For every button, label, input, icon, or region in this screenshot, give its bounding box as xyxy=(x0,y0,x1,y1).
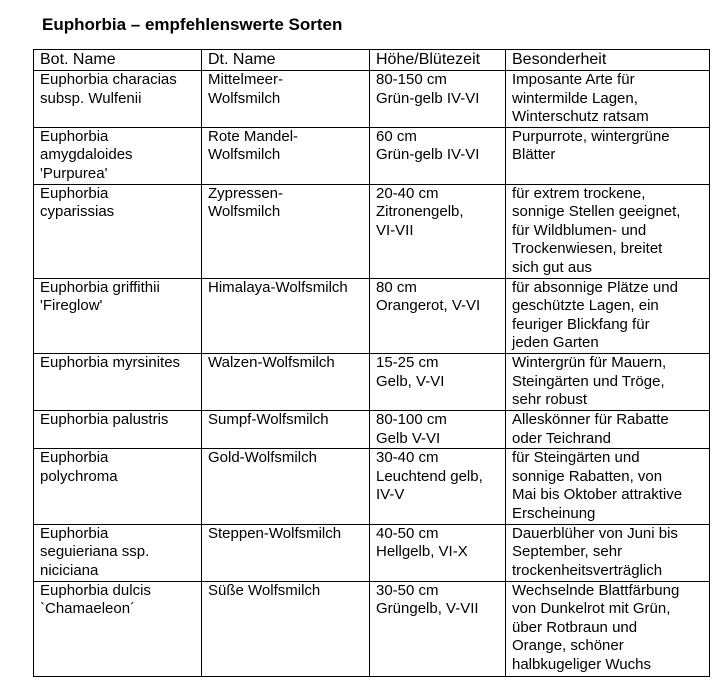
cell-dt-name xyxy=(202,581,370,676)
header-dt-name: Dt. Name xyxy=(202,50,370,71)
cell-line: amygdaloides xyxy=(40,146,133,164)
cell-dt-name xyxy=(202,449,370,524)
cell-line: Alleskönner für Rabatte xyxy=(512,410,669,428)
cell-dt-name xyxy=(202,524,370,581)
cell-line: Trockenwiesen, breitet xyxy=(512,240,663,258)
cell-line: Imposante Arte für xyxy=(512,71,635,88)
cell-dt-name xyxy=(202,410,370,448)
cell-dt-name xyxy=(202,127,370,184)
table-row xyxy=(34,581,710,676)
cell-line: von Dunkelrot mit Grün, xyxy=(512,600,671,618)
cell-line: Blätter xyxy=(512,146,556,164)
table-row xyxy=(34,449,710,524)
cell-line: Euphorbia xyxy=(40,127,109,145)
cell-line: 80 cm xyxy=(376,278,417,296)
cell-line: polychroma xyxy=(40,467,118,485)
cell-line: Erscheinung xyxy=(512,504,596,522)
cell-line: Sumpf-Wolfsmilch xyxy=(208,410,329,428)
cell-line: September, sehr xyxy=(512,543,623,561)
cell-line: trockenheitsverträglich xyxy=(512,561,663,579)
cell-bot-name xyxy=(34,410,202,448)
table-row xyxy=(34,278,710,353)
cell-line: VI-VII xyxy=(376,221,414,239)
cell-line: über Rotbraun und xyxy=(512,618,638,636)
cell-line: Wolfsmilch xyxy=(208,146,281,164)
cell-line: Steppen-Wolfsmilch xyxy=(208,524,342,542)
cell-line: für Steingärten und xyxy=(512,449,640,467)
cell-line: geschützte Lagen, ein xyxy=(512,297,659,315)
varieties-table xyxy=(33,49,710,677)
cell-line: Himalaya-Wolfsmilch xyxy=(208,278,348,296)
cell-line: `Chamaeleon´ xyxy=(40,600,136,618)
cell-line: sonnige Rabatten, von xyxy=(512,467,663,485)
cell-line: jeden Garten xyxy=(512,334,599,352)
cell-line: 30-40 cm xyxy=(376,449,439,467)
cell-dt-name xyxy=(202,353,370,410)
cell-line: Leuchtend gelb, xyxy=(376,467,483,485)
header-besonderheit: Besonderheit xyxy=(506,50,710,71)
cell-dt-name xyxy=(202,278,370,353)
cell-line: Dauerblüher von Juni bis xyxy=(512,524,678,542)
cell-line: Grüngelb, V-VII xyxy=(376,600,479,618)
table-row xyxy=(34,184,710,278)
cell-line: oder Teichrand xyxy=(512,429,611,447)
cell-bot-name xyxy=(34,581,202,676)
cell-line: Wolfsmilch xyxy=(208,203,281,221)
cell-line: 60 cm xyxy=(376,127,417,145)
cell-line: 40-50 cm xyxy=(376,524,439,542)
cell-besonderheit xyxy=(506,581,710,676)
table-header-row xyxy=(34,50,710,71)
cell-line: sonnige Stellen geeignet, xyxy=(512,203,681,221)
cell-dt-name xyxy=(202,184,370,278)
cell-line: Euphorbia characias xyxy=(40,71,177,88)
cell-line: Süße Wolfsmilch xyxy=(208,581,321,599)
cell-line: Zypressen- xyxy=(208,184,284,202)
cell-line: Walzen-Wolfsmilch xyxy=(208,353,335,371)
cell-bot-name xyxy=(34,524,202,581)
cell-line: Wolfsmilch xyxy=(208,89,281,107)
cell-line: Steingärten und Tröge, xyxy=(512,372,665,390)
cell-bot-name xyxy=(34,71,202,128)
cell-line: seguieriana ssp. xyxy=(40,543,150,561)
cell-besonderheit xyxy=(506,524,710,581)
cell-besonderheit xyxy=(506,71,710,128)
cell-bot-name xyxy=(34,353,202,410)
cell-line: Zitronengelb, xyxy=(376,203,464,221)
cell-line: Euphorbia dulcis xyxy=(40,581,151,599)
cell-line: Grün-gelb IV-VI xyxy=(376,89,480,107)
cell-line: Gold-Wolfsmilch xyxy=(208,449,317,467)
cell-line: für extrem trockene, xyxy=(512,184,646,202)
header-hoehe-bluetezeit: Höhe/Blütezeit xyxy=(370,50,506,71)
cell-besonderheit xyxy=(506,184,710,278)
cell-bot-name xyxy=(34,127,202,184)
cell-line: Euphorbia xyxy=(40,449,109,467)
cell-line: cyparissias xyxy=(40,203,115,221)
cell-line: für absonnige Plätze und xyxy=(512,278,678,296)
cell-line: Gelb, V-VI xyxy=(376,372,445,390)
cell-line: Orange, schöner xyxy=(512,637,624,655)
cell-line: Winterschutz ratsam xyxy=(512,108,649,126)
cell-besonderheit xyxy=(506,353,710,410)
cell-line: für Wildblumen- und xyxy=(512,221,647,239)
cell-line: 80-100 cm xyxy=(376,410,447,428)
cell-line: Gelb V-VI xyxy=(376,429,441,447)
cell-line: wintermilde Lagen, xyxy=(512,89,638,107)
cell-line: IV-V xyxy=(376,486,405,504)
cell-hoehe-bluetezeit xyxy=(370,410,506,448)
cell-line: Euphorbia myrsinites xyxy=(40,353,181,371)
cell-line: Wechselnde Blattfärbung xyxy=(512,581,680,599)
header-bot-name: Bot. Name xyxy=(34,50,202,71)
table-row xyxy=(34,410,710,448)
cell-line: Grün-gelb IV-VI xyxy=(376,146,480,164)
cell-line: 'Purpurea' xyxy=(40,164,108,182)
cell-line: Euphorbia palustris xyxy=(40,410,169,428)
cell-hoehe-bluetezeit xyxy=(370,449,506,524)
cell-line: sehr robust xyxy=(512,391,588,409)
cell-besonderheit xyxy=(506,278,710,353)
cell-line: sich gut aus xyxy=(512,258,593,276)
cell-hoehe-bluetezeit xyxy=(370,524,506,581)
cell-line: Wintergrün für Mauern, xyxy=(512,353,667,371)
cell-hoehe-bluetezeit xyxy=(370,127,506,184)
cell-line: Mai bis Oktober attraktive xyxy=(512,486,683,504)
cell-hoehe-bluetezeit xyxy=(370,353,506,410)
table-row xyxy=(34,524,710,581)
cell-besonderheit xyxy=(506,449,710,524)
cell-line: subsp. Wulfenii xyxy=(40,89,142,107)
cell-line: 20-40 cm xyxy=(376,184,439,202)
cell-hoehe-bluetezeit xyxy=(370,71,506,128)
cell-line: Euphorbia griffithii xyxy=(40,278,160,296)
table-row xyxy=(34,127,710,184)
cell-line: 30-50 cm xyxy=(376,581,439,599)
cell-line: 80-150 cm xyxy=(376,71,447,88)
cell-besonderheit xyxy=(506,127,710,184)
cell-line: 'Fireglow' xyxy=(40,297,103,315)
cell-hoehe-bluetezeit xyxy=(370,184,506,278)
cell-bot-name xyxy=(34,278,202,353)
cell-line: 15-25 cm xyxy=(376,353,439,371)
cell-line: niciciana xyxy=(40,561,99,579)
cell-dt-name xyxy=(202,71,370,128)
table-row xyxy=(34,353,710,410)
cell-line: Rote Mandel- xyxy=(208,127,299,145)
cell-line: Purpurrote, wintergrüne xyxy=(512,127,670,145)
cell-line: Mittelmeer- xyxy=(208,71,284,88)
cell-hoehe-bluetezeit xyxy=(370,581,506,676)
page-title: Euphorbia – empfehlenswerte Sorten xyxy=(42,15,343,34)
cell-line: Orangerot, V-VI xyxy=(376,297,481,315)
cell-besonderheit xyxy=(506,410,710,448)
cell-bot-name xyxy=(34,449,202,524)
cell-hoehe-bluetezeit xyxy=(370,278,506,353)
cell-line: Hellgelb, VI-X xyxy=(376,543,468,561)
cell-line: feuriger Blickfang für xyxy=(512,315,650,333)
cell-line: halbkugeliger Wuchs xyxy=(512,655,651,673)
cell-line: Euphorbia xyxy=(40,524,109,542)
table-row xyxy=(34,71,710,128)
cell-line: Euphorbia xyxy=(40,184,109,202)
cell-bot-name xyxy=(34,184,202,278)
